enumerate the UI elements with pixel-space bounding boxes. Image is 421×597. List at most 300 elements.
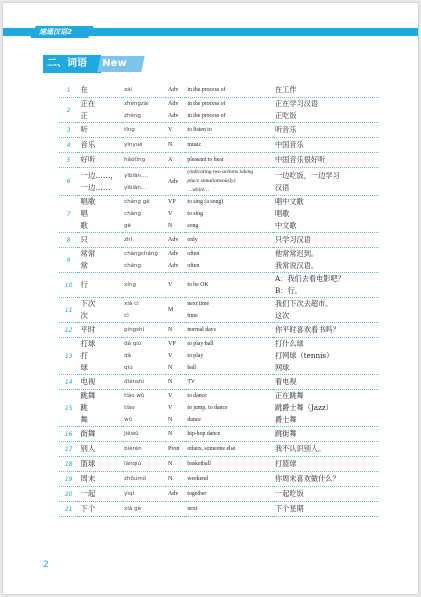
word-hanzi: 打 bbox=[80, 351, 88, 360]
word-number: 4 bbox=[59, 138, 78, 153]
word-hanzi: 常常 bbox=[80, 249, 96, 258]
word-pinyin-cell bbox=[122, 502, 166, 517]
word-pos-cell bbox=[166, 98, 185, 123]
word-english: to be OK bbox=[187, 282, 209, 288]
vocab-row bbox=[59, 233, 379, 248]
word-pos: Pron bbox=[167, 446, 180, 452]
word-example: 听音乐 bbox=[274, 125, 297, 134]
word-pos: Adv bbox=[167, 491, 179, 497]
word-english: basketball bbox=[187, 461, 211, 467]
word-number: 17 bbox=[59, 442, 78, 457]
word-hanzi-cell bbox=[78, 83, 122, 98]
word-hanzi: 一边…… bbox=[80, 182, 111, 192]
word-pinyin-cell bbox=[122, 138, 166, 153]
word-english-cell bbox=[185, 153, 273, 168]
word-example: 这次 bbox=[274, 311, 290, 320]
word-example-cell bbox=[273, 138, 379, 153]
word-example: 打网球（tennis） bbox=[274, 351, 334, 360]
word-english: hip-hop dance bbox=[187, 431, 221, 437]
word-hanzi: 跳 bbox=[80, 403, 88, 412]
word-number: 11 bbox=[59, 298, 78, 323]
word-pinyin: chàng gē bbox=[124, 199, 150, 205]
word-example: 打什么球 bbox=[274, 339, 304, 348]
word-example: A：我们去看电影吧？ bbox=[274, 274, 345, 283]
word-pinyin: tiào wǔ bbox=[124, 393, 145, 399]
word-example-cell bbox=[273, 390, 379, 427]
word-hanzi-cell bbox=[78, 273, 122, 298]
word-hanzi: 一边……， bbox=[80, 170, 118, 180]
word-number: 19 bbox=[59, 472, 78, 487]
vocab-row bbox=[59, 375, 379, 390]
word-pos: Adv bbox=[167, 263, 179, 269]
word-example: 你周末喜欢做什么？ bbox=[274, 474, 340, 483]
word-pos: V bbox=[167, 211, 173, 217]
word-hanzi: 常 bbox=[80, 261, 88, 270]
word-example-cell bbox=[273, 442, 379, 457]
word-pinyin: chàng bbox=[124, 211, 142, 217]
word-pinyin: xíng bbox=[124, 282, 136, 288]
word-example-cell bbox=[273, 472, 379, 487]
word-english: (indicating two actions taking bbox=[187, 169, 254, 175]
vocab-row bbox=[59, 323, 379, 338]
word-pinyin-cell bbox=[122, 323, 166, 338]
word-example: 我常说汉语。 bbox=[274, 261, 319, 270]
word-example: 正吃饭 bbox=[274, 111, 297, 120]
word-example-cell bbox=[273, 123, 379, 138]
word-example-cell bbox=[273, 248, 379, 273]
word-hanzi: 行 bbox=[80, 280, 88, 289]
word-example: 打篮球 bbox=[274, 459, 297, 468]
word-example-cell bbox=[273, 233, 379, 248]
word-number: 15 bbox=[59, 390, 78, 427]
word-pos: Adv bbox=[167, 101, 179, 107]
word-pos: N bbox=[167, 223, 173, 229]
word-english-cell bbox=[185, 472, 273, 487]
word-number: 13 bbox=[59, 338, 78, 375]
word-hanzi-cell bbox=[78, 168, 122, 196]
word-hanzi-cell bbox=[78, 390, 122, 427]
word-english: to sing (a song) bbox=[187, 199, 224, 205]
word-pos: V bbox=[167, 405, 173, 411]
word-number: 6 bbox=[59, 168, 78, 196]
word-number: 7 bbox=[59, 196, 78, 233]
word-example-cell bbox=[273, 375, 379, 390]
word-english: time bbox=[187, 313, 198, 319]
word-pinyin: zài bbox=[124, 87, 132, 93]
word-english: place simultaneously) bbox=[187, 178, 236, 184]
word-english: …while… bbox=[187, 187, 210, 193]
word-pinyin: cháng bbox=[124, 263, 142, 269]
word-pinyin-cell bbox=[122, 457, 166, 472]
word-example-cell bbox=[273, 427, 379, 442]
word-example: 我不认识别人。 bbox=[274, 444, 326, 453]
word-english: only bbox=[187, 237, 198, 243]
word-pos: V bbox=[167, 282, 173, 288]
word-pos-cell bbox=[166, 502, 185, 517]
vocab-row bbox=[59, 502, 379, 517]
word-pinyin: yìbiān…, bbox=[124, 172, 149, 179]
word-english-cell bbox=[185, 196, 273, 233]
word-number: 10 bbox=[59, 273, 78, 298]
word-example-cell bbox=[273, 98, 379, 123]
textbook-page bbox=[3, 3, 418, 594]
word-example: 正在学习汉语 bbox=[274, 99, 319, 108]
word-pos: N bbox=[167, 461, 173, 467]
word-english: pleasant to hear bbox=[187, 157, 224, 163]
word-pinyin-cell bbox=[122, 298, 166, 323]
word-hanzi-cell bbox=[78, 323, 122, 338]
word-pinyin-cell bbox=[122, 98, 166, 123]
word-english-cell bbox=[185, 375, 273, 390]
word-pos-cell bbox=[166, 248, 185, 273]
word-number: 1 bbox=[59, 83, 78, 98]
word-english: together bbox=[187, 491, 207, 497]
word-hanzi-cell bbox=[78, 427, 122, 442]
word-pinyin-cell bbox=[122, 338, 166, 375]
word-hanzi: 下次 bbox=[80, 299, 96, 308]
word-pinyin: xià gè bbox=[124, 506, 141, 512]
book-title: 速通汉语2 bbox=[39, 28, 72, 36]
word-hanzi-cell bbox=[78, 502, 122, 517]
word-english-cell bbox=[185, 248, 273, 273]
word-pinyin: zhōumò bbox=[124, 476, 147, 482]
word-pinyin: lánqiú bbox=[124, 461, 142, 467]
word-pinyin: píngshí bbox=[124, 327, 145, 333]
word-english: to play ball bbox=[187, 341, 214, 347]
vocab-row bbox=[59, 298, 379, 323]
word-pos: N bbox=[167, 142, 173, 148]
word-pos-cell bbox=[166, 442, 185, 457]
word-pos: A bbox=[167, 157, 173, 163]
word-english: in the process of bbox=[187, 87, 226, 93]
word-hanzi: 正在 bbox=[80, 99, 96, 108]
word-pinyin: tīng bbox=[124, 127, 135, 133]
word-example: 爵士舞 bbox=[274, 415, 297, 424]
word-example-cell bbox=[273, 298, 379, 323]
word-hanzi-cell bbox=[78, 298, 122, 323]
word-example-cell bbox=[273, 338, 379, 375]
word-pinyin: yìqǐ bbox=[124, 491, 134, 497]
section-number: 二、词语 bbox=[43, 55, 101, 73]
word-english-cell bbox=[185, 487, 273, 502]
word-example: 在工作 bbox=[274, 85, 297, 94]
word-example: 唱中文歌 bbox=[274, 197, 304, 206]
vocab-row bbox=[59, 338, 379, 375]
word-hanzi: 下个 bbox=[80, 504, 96, 513]
word-example: B：行。 bbox=[274, 286, 302, 295]
word-example: 中国音乐 bbox=[274, 140, 304, 149]
word-hanzi: 好听 bbox=[80, 155, 96, 164]
word-english-cell bbox=[185, 427, 273, 442]
word-hanzi: 别人 bbox=[80, 444, 96, 453]
word-pinyin-cell bbox=[122, 123, 166, 138]
vocab-row bbox=[59, 138, 379, 153]
word-pos: Adv bbox=[167, 113, 179, 119]
word-hanzi: 街舞 bbox=[80, 429, 96, 438]
word-pinyin: yīnyuè bbox=[124, 142, 143, 148]
word-example-cell bbox=[273, 457, 379, 472]
vocab-row bbox=[59, 457, 379, 472]
word-example: 中国音乐很好听 bbox=[274, 155, 326, 164]
word-pinyin: chángcháng bbox=[124, 251, 158, 257]
word-english-cell bbox=[185, 98, 273, 123]
word-example: 中文歌 bbox=[274, 221, 297, 230]
vocab-row bbox=[59, 83, 379, 98]
word-pinyin: diànshì bbox=[124, 379, 144, 385]
word-pinyin: yìbiān… bbox=[124, 184, 147, 191]
word-pinyin: jiēwǔ bbox=[124, 431, 139, 437]
word-pinyin: qiú bbox=[124, 365, 133, 371]
word-pos: V bbox=[167, 127, 173, 133]
word-english: often bbox=[187, 263, 200, 269]
word-hanzi: 球 bbox=[80, 363, 88, 372]
word-number: 20 bbox=[59, 487, 78, 502]
word-pos-cell bbox=[166, 472, 185, 487]
vocabulary-table bbox=[59, 83, 379, 517]
word-number: 2 bbox=[59, 98, 78, 123]
word-pinyin: hǎotīng bbox=[124, 157, 146, 163]
word-pinyin: zhèng bbox=[124, 113, 141, 119]
vocab-row bbox=[59, 196, 379, 233]
word-english: to listen to bbox=[187, 127, 212, 133]
word-pos-cell bbox=[166, 123, 185, 138]
word-number: 5 bbox=[59, 153, 78, 168]
word-example: 唱歌 bbox=[274, 209, 290, 218]
word-hanzi-cell bbox=[78, 472, 122, 487]
word-english-cell bbox=[185, 442, 273, 457]
word-hanzi: 次 bbox=[80, 311, 88, 320]
word-example: 网球 bbox=[274, 363, 290, 372]
word-example-cell bbox=[273, 502, 379, 517]
word-example: 只学习汉语 bbox=[274, 235, 311, 244]
word-english-cell bbox=[185, 273, 273, 298]
word-pos: V bbox=[167, 353, 173, 359]
word-example: 跳爵士舞（Jazz） bbox=[274, 403, 333, 412]
word-pinyin: cì bbox=[124, 313, 129, 319]
word-pos-cell bbox=[166, 487, 185, 502]
word-pinyin-cell bbox=[122, 273, 166, 298]
word-number: 9 bbox=[59, 248, 78, 273]
word-hanzi: 听 bbox=[80, 125, 88, 134]
vocab-row bbox=[59, 153, 379, 168]
word-hanzi: 只 bbox=[80, 235, 88, 244]
word-example: 汉语 bbox=[274, 182, 290, 192]
word-pinyin-cell bbox=[122, 83, 166, 98]
word-pinyin: biérén bbox=[124, 446, 142, 452]
word-number: 18 bbox=[59, 457, 78, 472]
word-hanzi-cell bbox=[78, 338, 122, 375]
word-english: often bbox=[187, 251, 200, 257]
word-example: 我们下次去超市。 bbox=[274, 299, 333, 308]
word-number: 16 bbox=[59, 427, 78, 442]
word-english: music bbox=[187, 142, 202, 148]
word-number: 14 bbox=[59, 375, 78, 390]
word-pinyin: xià cì bbox=[124, 301, 139, 307]
word-pos: Adv bbox=[167, 251, 179, 257]
word-pinyin-cell bbox=[122, 153, 166, 168]
word-example-cell bbox=[273, 83, 379, 98]
word-number: 21 bbox=[59, 502, 78, 517]
word-example-cell bbox=[273, 196, 379, 233]
word-pinyin-cell bbox=[122, 375, 166, 390]
word-english-cell bbox=[185, 233, 273, 248]
word-english-cell bbox=[185, 502, 273, 517]
word-english-cell bbox=[185, 83, 273, 98]
word-example: 跳街舞 bbox=[274, 429, 297, 438]
word-pinyin: gē bbox=[124, 223, 132, 229]
word-pos: V bbox=[167, 393, 173, 399]
word-pinyin: wǔ bbox=[124, 417, 133, 423]
word-english: in the process of bbox=[187, 113, 226, 119]
vocab-row bbox=[59, 248, 379, 273]
word-pinyin-cell bbox=[122, 442, 166, 457]
word-pos: N bbox=[167, 379, 173, 385]
word-example: 你平时喜欢看书吗？ bbox=[274, 325, 340, 334]
vocab-row bbox=[59, 487, 379, 502]
word-hanzi: 在 bbox=[80, 85, 88, 94]
vocab-row bbox=[59, 273, 379, 298]
word-pos-cell bbox=[166, 196, 185, 233]
word-pinyin-cell bbox=[122, 168, 166, 196]
word-english-cell bbox=[185, 298, 273, 323]
word-pinyin-cell bbox=[122, 233, 166, 248]
word-pos-cell bbox=[166, 233, 185, 248]
word-pinyin: dǎ bbox=[124, 353, 132, 359]
word-number: 12 bbox=[59, 323, 78, 338]
word-hanzi: 电视 bbox=[80, 377, 96, 386]
vocab-row bbox=[59, 98, 379, 123]
word-pinyin-cell bbox=[122, 472, 166, 487]
word-pinyin-cell bbox=[122, 390, 166, 427]
word-hanzi: 唱 bbox=[80, 209, 88, 218]
word-hanzi-cell bbox=[78, 442, 122, 457]
word-hanzi: 音乐 bbox=[80, 140, 96, 149]
word-example: 他常常迟到。 bbox=[274, 249, 319, 258]
word-pinyin-cell bbox=[122, 196, 166, 233]
word-example: 一起吃饭 bbox=[274, 489, 304, 498]
word-english-cell bbox=[185, 338, 273, 375]
word-english: to dance bbox=[187, 393, 207, 399]
word-hanzi-cell bbox=[78, 123, 122, 138]
word-hanzi-cell bbox=[78, 196, 122, 233]
word-pos: VP bbox=[167, 341, 176, 347]
word-hanzi-cell bbox=[78, 98, 122, 123]
word-hanzi: 跳舞 bbox=[80, 391, 96, 400]
word-pos: Adv bbox=[167, 87, 179, 93]
word-hanzi-cell bbox=[78, 375, 122, 390]
word-english: song bbox=[187, 223, 199, 229]
word-pos: M bbox=[167, 307, 174, 313]
section-title-en: New words bbox=[102, 58, 137, 85]
word-english: next time bbox=[187, 301, 210, 307]
word-pos-cell bbox=[166, 427, 185, 442]
word-english: weekend bbox=[187, 476, 208, 482]
word-pinyin: tiào bbox=[124, 405, 135, 411]
word-number: 8 bbox=[59, 233, 78, 248]
word-pinyin: zhǐ bbox=[124, 237, 133, 243]
word-pos: N bbox=[167, 431, 173, 437]
word-pos-cell bbox=[166, 138, 185, 153]
word-hanzi: 一起 bbox=[80, 489, 96, 498]
section-title-en-box bbox=[97, 56, 145, 85]
word-pinyin-cell bbox=[122, 487, 166, 502]
word-pos-cell bbox=[166, 83, 185, 98]
word-english: to sing bbox=[187, 211, 203, 217]
word-pos: VP bbox=[167, 199, 176, 205]
word-example-cell bbox=[273, 323, 379, 338]
word-english: TV bbox=[187, 379, 196, 385]
vocabulary-table-body bbox=[59, 83, 379, 517]
word-english-cell bbox=[185, 457, 273, 472]
word-hanzi: 歌 bbox=[80, 221, 88, 230]
word-pos: Adv bbox=[167, 178, 179, 185]
word-hanzi-cell bbox=[78, 457, 122, 472]
word-pos: N bbox=[167, 365, 173, 371]
word-pinyin-cell bbox=[122, 248, 166, 273]
word-english-cell bbox=[185, 168, 273, 196]
vocab-row bbox=[59, 427, 379, 442]
word-pos-cell bbox=[166, 273, 185, 298]
page-number: 2 bbox=[43, 560, 49, 570]
vocab-row bbox=[59, 390, 379, 427]
word-hanzi-cell bbox=[78, 487, 122, 502]
word-pos: N bbox=[167, 327, 173, 333]
word-example: 正在跳舞 bbox=[274, 391, 304, 400]
word-pos-cell bbox=[166, 375, 185, 390]
word-example-cell bbox=[273, 168, 379, 196]
word-example: 下个星期 bbox=[274, 504, 304, 513]
word-pos: N bbox=[167, 476, 173, 482]
word-pos-cell bbox=[166, 153, 185, 168]
word-pinyin-cell bbox=[122, 427, 166, 442]
word-pinyin: zhèngzài bbox=[124, 101, 149, 107]
word-hanzi-cell bbox=[78, 233, 122, 248]
word-hanzi: 正 bbox=[80, 111, 88, 120]
word-hanzi: 篮球 bbox=[80, 459, 96, 468]
word-english: in the process of bbox=[187, 101, 226, 107]
word-pos: Adv bbox=[167, 237, 179, 243]
word-english: to play bbox=[187, 353, 204, 359]
word-pos-cell bbox=[166, 323, 185, 338]
word-english: next bbox=[187, 506, 198, 512]
word-hanzi-cell bbox=[78, 138, 122, 153]
word-hanzi-cell bbox=[78, 248, 122, 273]
word-example: 看电视 bbox=[274, 377, 297, 386]
word-english: normal days bbox=[187, 327, 216, 333]
word-english: to jump, to dance bbox=[187, 405, 228, 411]
word-english: dance bbox=[187, 417, 201, 423]
vocab-row bbox=[59, 472, 379, 487]
word-hanzi: 唱歌 bbox=[80, 197, 96, 206]
word-english-cell bbox=[185, 323, 273, 338]
word-example-cell bbox=[273, 487, 379, 502]
word-pos-cell bbox=[166, 390, 185, 427]
word-english: others, someone else bbox=[187, 446, 236, 452]
word-pos-cell bbox=[166, 338, 185, 375]
word-hanzi: 平时 bbox=[80, 325, 96, 334]
word-example: 一边吃饭，一边学习 bbox=[274, 170, 340, 180]
vocab-row bbox=[59, 168, 379, 196]
word-hanzi: 打球 bbox=[80, 339, 96, 348]
word-english-cell bbox=[185, 138, 273, 153]
word-hanzi: 周末 bbox=[80, 474, 96, 483]
word-english-cell bbox=[185, 390, 273, 427]
word-english: ball bbox=[187, 365, 197, 371]
word-pos: N bbox=[167, 417, 173, 423]
vocab-row bbox=[59, 442, 379, 457]
word-pos-cell bbox=[166, 457, 185, 472]
word-hanzi: 舞 bbox=[80, 415, 88, 424]
